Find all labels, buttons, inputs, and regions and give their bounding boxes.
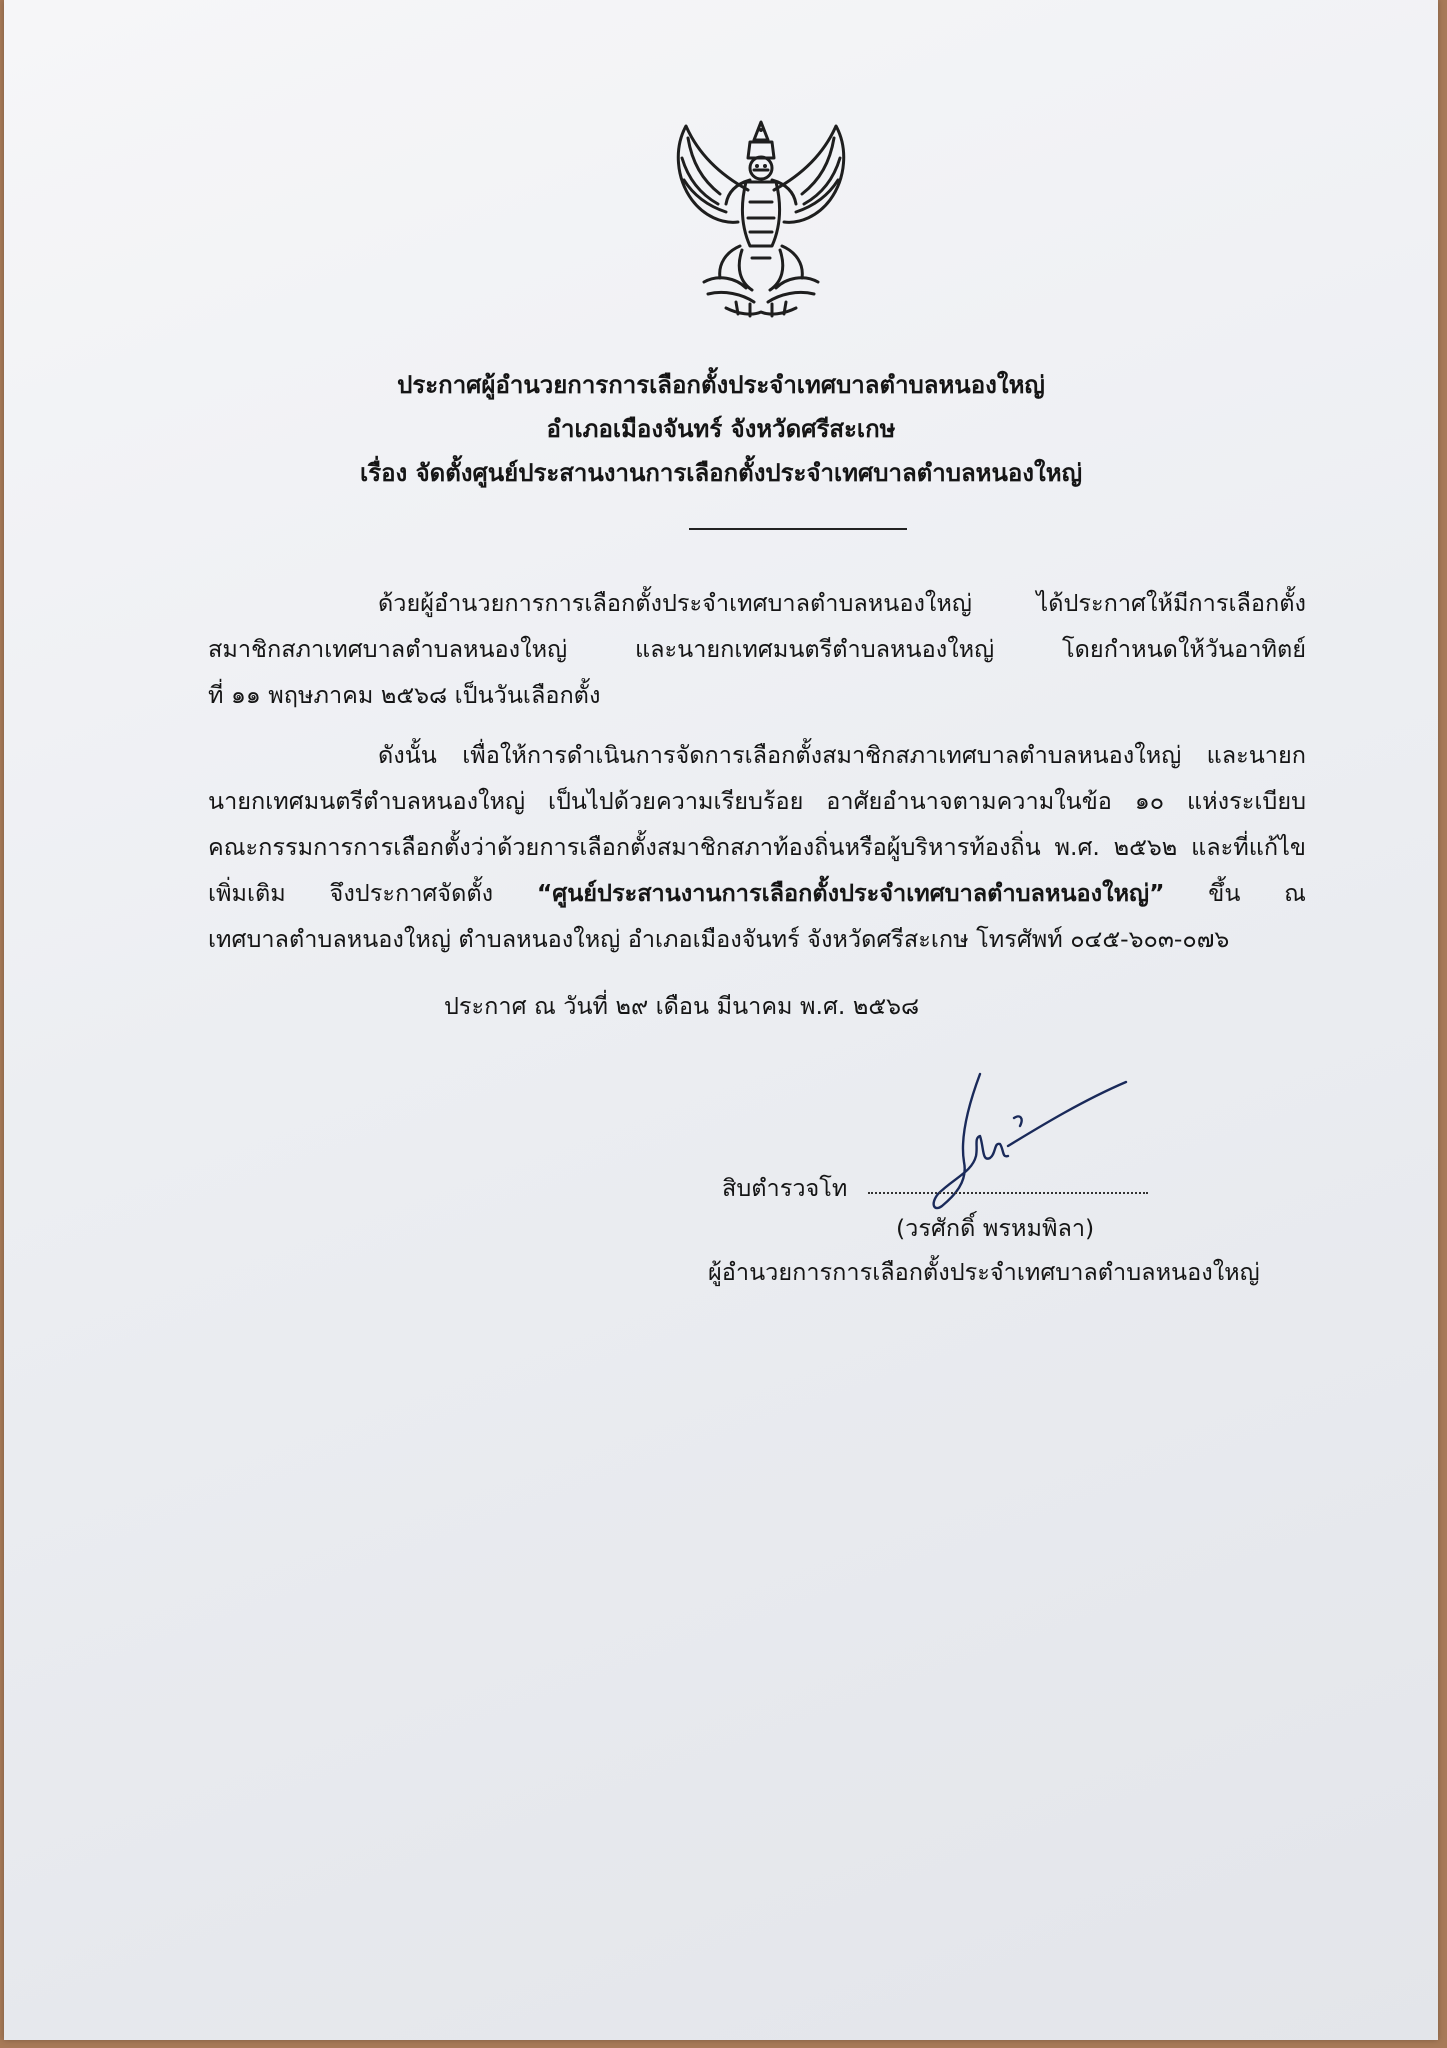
line-4-start: เพิ่มเติม จึงประกาศจัดตั้ง [208, 879, 537, 907]
announcement-date: ประกาศ ณ วันที่ ๒๙ เดือน มีนาคม พ.ศ. ๒๕๖๘ [444, 992, 920, 1020]
line-4-end: ขึ้น ณ [1164, 879, 1306, 907]
paragraph-2-line-4 [208, 870, 1306, 916]
coordination-center-name: “ศูนย์ประสานงานการเลือกตั้งประจำเทศบาลตำบลหนองใหญ่” [536, 879, 1165, 907]
signer-name: (วรศักดิ์ พรหมพิลา) [896, 1214, 1095, 1242]
signature-line [868, 1166, 1148, 1194]
heading-divider [689, 528, 907, 530]
paragraph-2-line-2: นายกเทศมนตรีตำบลหนองใหญ่ เป็นไปด้วยความเรียบร้อย อาศัยอำนาจตามความในข้อ ๑๐ แห่งระเบียบ [208, 787, 1306, 815]
signer-rank: สิบตำรวจโท [722, 1174, 848, 1202]
title-line-2: อำเภอเมืองจันทร์ จังหวัดศรีสะเกษ [546, 415, 896, 443]
title-line-1: ประกาศผู้อำนวยการการเลือกตั้งประจำเทศบาลตำบลหนองใหญ่ [397, 371, 1045, 399]
announcement-page [4, 0, 1438, 2040]
paragraph-1-line-2: สมาชิกสภาเทศบาลตำบลหนองใหญ่ และนายกเทศมนตรีตำบลหนองใหญ่ โดยกำหนดให้วันอาทิตย์ [208, 635, 1306, 663]
paragraph-2 [208, 732, 1306, 962]
paragraph-2-line-5: เทศบาลตำบลหนองใหญ่ ตำบลหนองใหญ่ อำเภอเมืองจันทร์ จังหวัดศรีสะเกษ โทรศัพท์ ๐๔๕-๖๐๓-๐๗๖ [208, 925, 1230, 953]
garuda-emblem-icon [666, 118, 856, 320]
signer-position: ผู้อำนวยการการเลือกตั้งประจำเทศบาลตำบลหนองใหญ่ [708, 1258, 1260, 1286]
announcement-heading [4, 363, 1438, 495]
subject-line: เรื่อง จัดตั้งศูนย์ประสานงานการเลือกตั้งประจำเทศบาลตำบลหนองใหญ่ [359, 459, 1083, 487]
paragraph-1 [208, 580, 1306, 718]
paragraph-2-line-1: ดังนั้น เพื่อให้การดำเนินการจัดการเลือกตั้งสมาชิกสภาเทศบาลตำบลหนองใหญ่ และนายก [378, 741, 1306, 769]
paragraph-1-line-1: ด้วยผู้อำนวยการการเลือกตั้งประจำเทศบาลตำบลหนองใหญ่ ได้ประกาศให้มีการเลือกตั้ง [378, 589, 1306, 617]
paragraph-2-line-3: คณะกรรมการการเลือกตั้งว่าด้วยการเลือกตั้งสมาชิกสภาท้องถิ่นหรือผู้บริหารท้องถิ่น พ.ศ. ๒๕๖๒ และที่แก้ไข [208, 833, 1306, 861]
paragraph-1-line-3: ที่ ๑๑ พฤษภาคม ๒๕๖๘ เป็นวันเลือกตั้ง [208, 681, 601, 709]
